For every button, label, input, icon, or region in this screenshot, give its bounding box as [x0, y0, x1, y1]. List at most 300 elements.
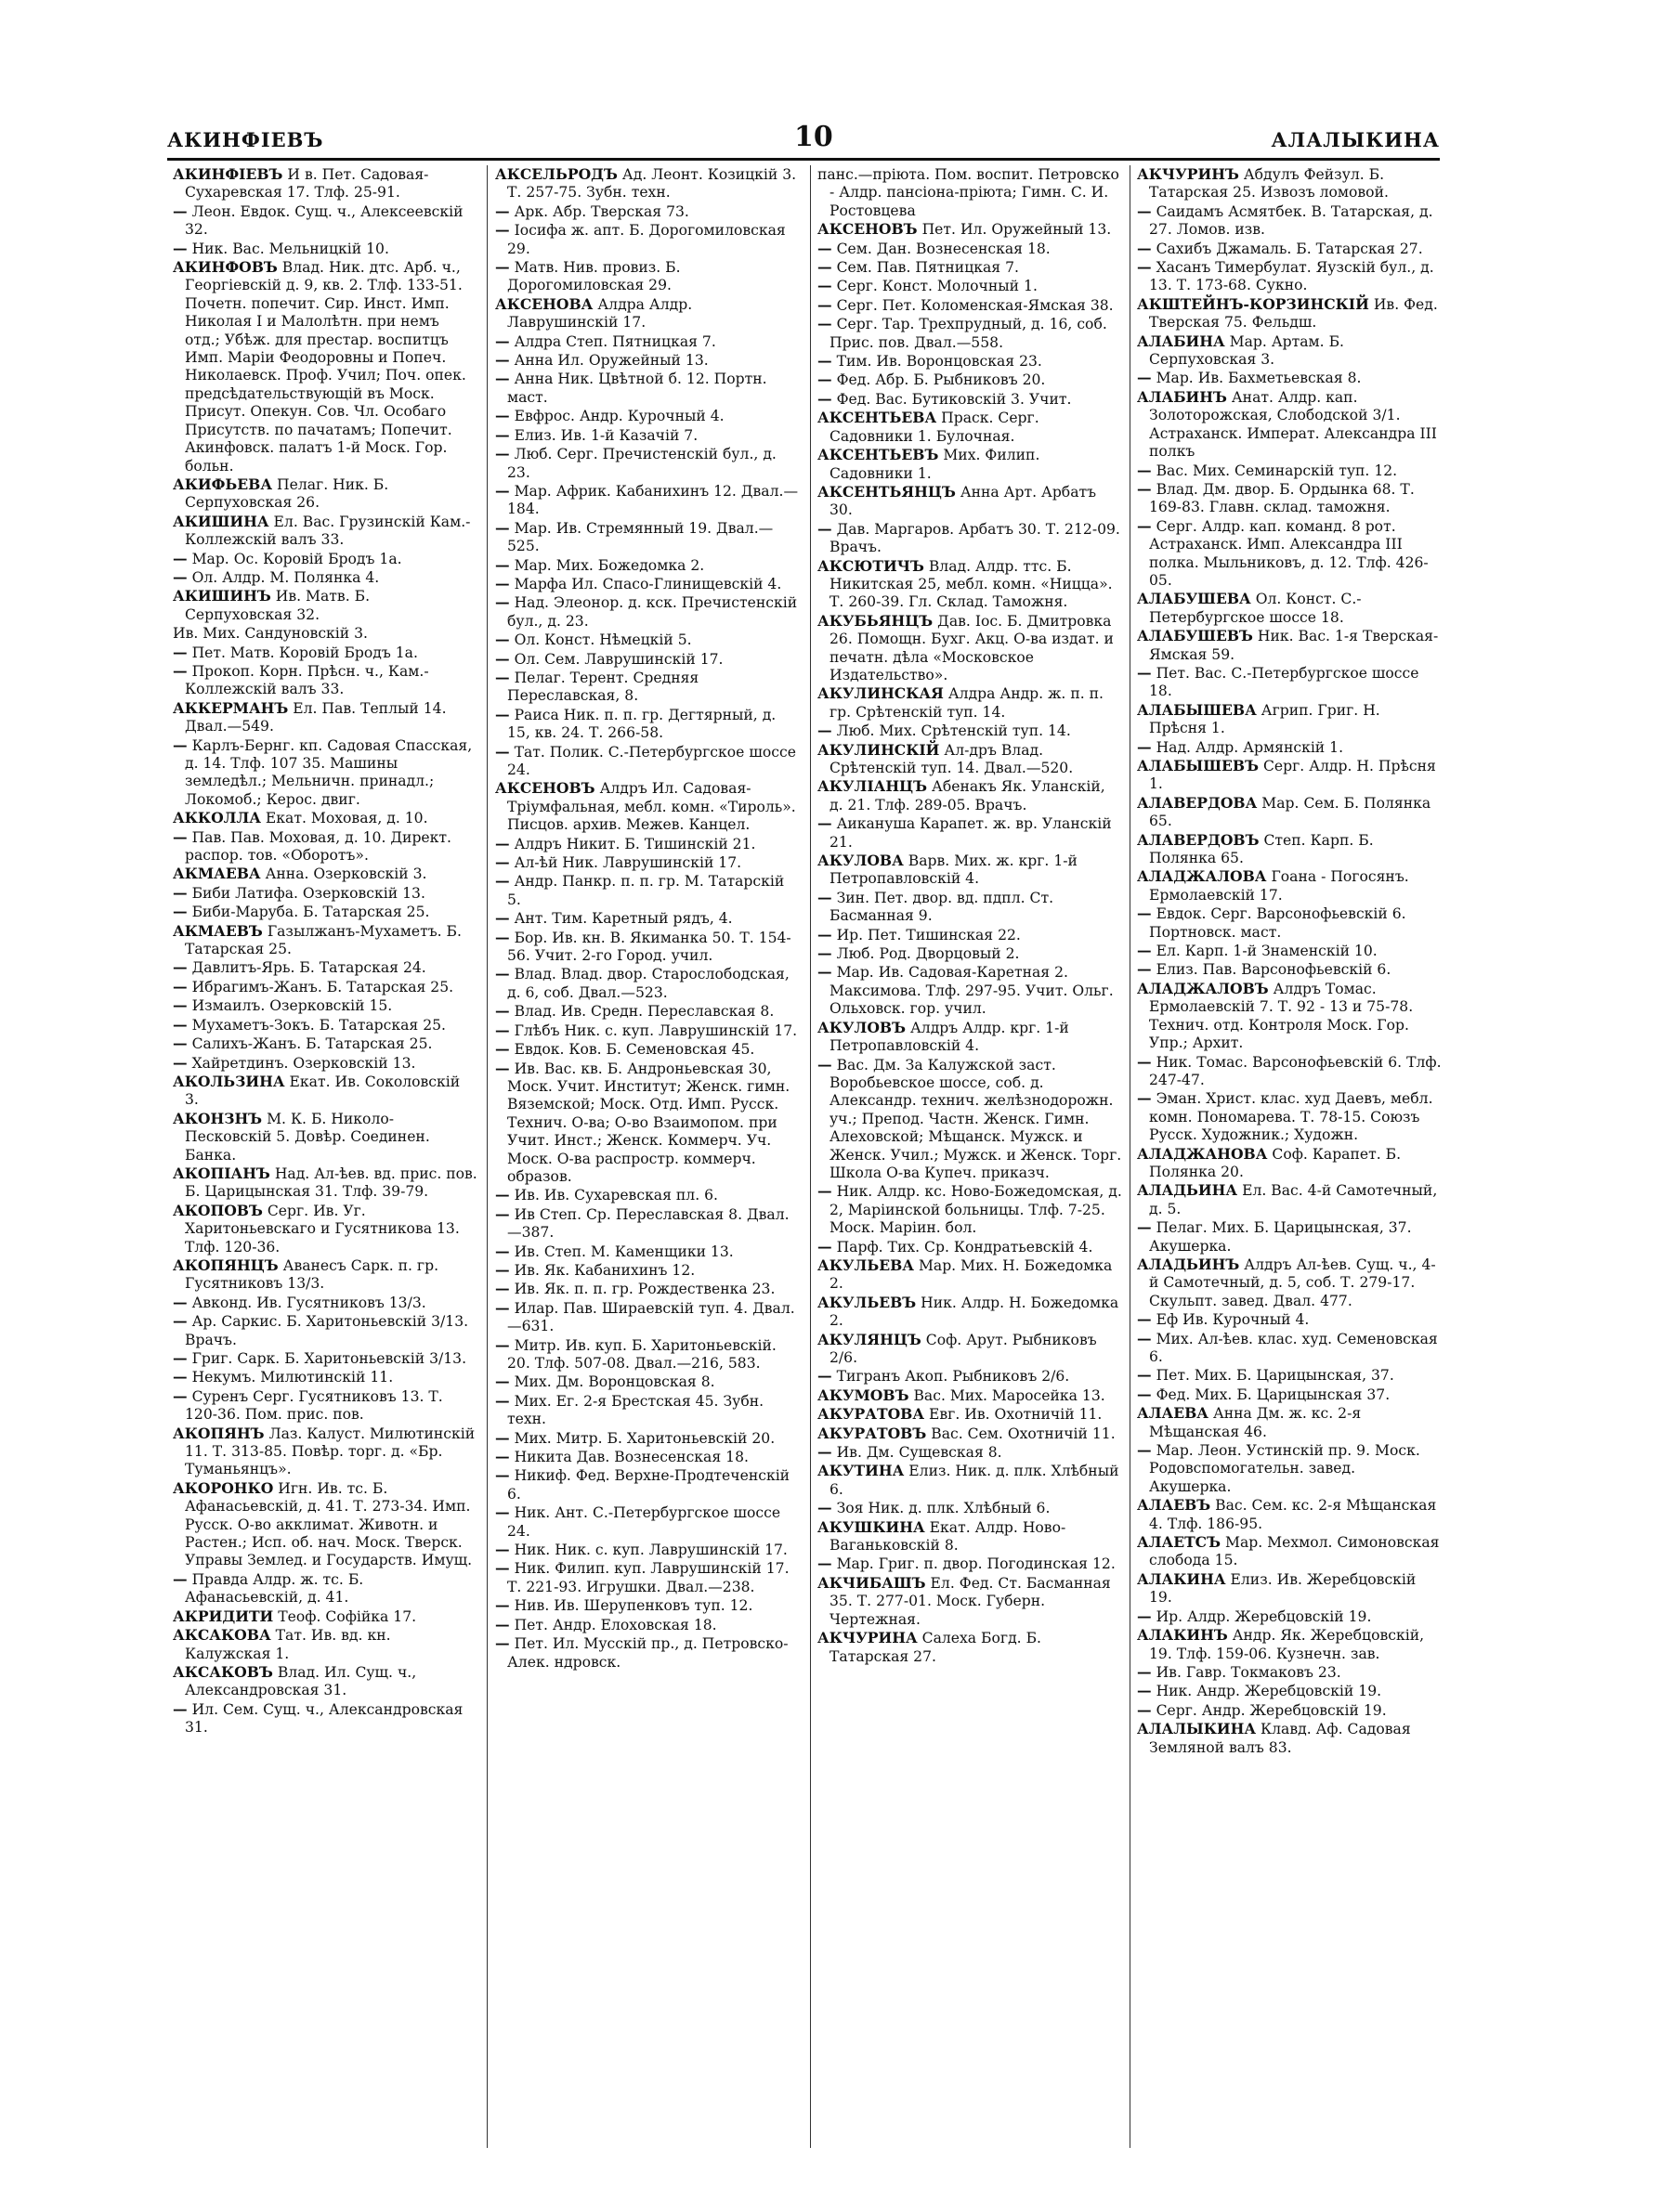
- entry-details: Ар. Саркис. Б. Харитоньевскій 3/13. Врачъ.: [185, 1313, 469, 1348]
- entry-surname: АКОПЯНЪ: [173, 1424, 265, 1442]
- entry-surname: —: [495, 1448, 510, 1466]
- entry-details: Мухаметъ-Зокъ. Б. Татарская 25.: [191, 1016, 447, 1034]
- entry-details: Измаилъ. Озерковскій 15.: [191, 997, 393, 1015]
- directory-entry: [817, 1182, 1123, 1237]
- entry-surname: —: [495, 1634, 510, 1653]
- directory-entry: [1137, 794, 1442, 831]
- directory-entry: [173, 1663, 477, 1700]
- entry-details: Мар. Ив. Стремянный 19. Двал.—525.: [507, 519, 774, 555]
- directory-entry: [495, 332, 803, 351]
- entry-surname: АККОЛЛА: [173, 809, 261, 827]
- entry-details: Саидамъ Асмятбек. В. Татарская, д. 27. Ломов. изв.: [1149, 202, 1433, 239]
- directory-entry: [817, 1238, 1123, 1256]
- directory-entry: [495, 1541, 803, 1559]
- directory-entry: [495, 1243, 803, 1261]
- entry-surname: АЛАЕВЪ: [1137, 1496, 1211, 1515]
- entry-surname: —: [173, 1053, 188, 1072]
- directory-entry: [1137, 904, 1442, 942]
- directory-entry: [1137, 757, 1442, 794]
- entry-surname: АКСЕЛЬРОДЪ: [495, 165, 618, 183]
- entry-details: И в. Пет. Садовая-Сухаревская 17. Тлф. 25-91.: [185, 166, 429, 202]
- directory-entry: [1137, 1663, 1442, 1682]
- entry-surname: —: [495, 1615, 510, 1633]
- entry-details: Арк. Абр. Тверская 73.: [514, 202, 689, 220]
- entry-details: Анна. Озерковскій 3.: [265, 865, 427, 883]
- directory-entry: [1137, 1626, 1442, 1663]
- directory-entry: [1137, 517, 1442, 591]
- entry-details: Никиф. Фед. Верхне-Продтеченскій 6.: [507, 1467, 790, 1503]
- directory-entry: [817, 741, 1123, 778]
- directory-entry: [173, 644, 477, 662]
- directory-entry: [495, 669, 803, 706]
- directory-entry: [495, 1392, 803, 1429]
- entry-details: панс.—пріюта. Пом. воспит. Петровско - Алдр. пансіона-пріюта; Гимн. С. И. Ростовцева: [817, 166, 1119, 219]
- entry-surname: —: [817, 258, 832, 277]
- directory-entry: [817, 1386, 1123, 1405]
- entry-details: Пет. Ил. Мусскій пр., д. Петровско-Алек. ндровск.: [507, 1635, 789, 1671]
- entry-details: Влад. Дм. двор. Б. Ордынка 68. Т. 169-83. Главн. склад. таможня.: [1149, 480, 1415, 516]
- entry-details: Серг. Ив. Уг. Харитоньевскаго и Гусятникова 13. Тлф. 120-36.: [185, 1202, 460, 1256]
- entry-surname: АЛАЕТСЪ: [1137, 1533, 1221, 1552]
- entry-surname: —: [1137, 461, 1152, 479]
- entry-surname: —: [495, 965, 510, 983]
- entry-details: Мар. Ив. Садовая-Каретная 2. Максимова. Тлф. 297-95. Учит. Ольг. Ольховск. гор. учил.: [830, 964, 1114, 1018]
- entry-details: Правда Алдр. ж. тс. Б. Афанасьевскій, д. 41.: [185, 1570, 364, 1607]
- entry-details: Пет. Матв. Коровій Бродъ 1а.: [191, 644, 418, 661]
- entry-surname: —: [1137, 737, 1152, 756]
- entry-details: Мар. Леон. Устинскій пр. 9. Моск. Родовспомогательн. завед. Акушерка.: [1149, 1442, 1420, 1495]
- directory-entry: [1137, 1053, 1442, 1090]
- entry-details: Іосифа ж. апт. Б. Дорогомиловская 29.: [507, 222, 786, 257]
- directory-entry: [817, 1555, 1123, 1573]
- entry-surname: АКСЕНТЬЕВЪ: [817, 446, 939, 464]
- entry-details: Ир. Алдр. Жеребцовскій 19.: [1156, 1607, 1372, 1625]
- entry-surname: АКСЕНТЬЕВА: [817, 409, 937, 427]
- directory-entry: [817, 814, 1123, 852]
- entry-details: Варв. Мих. ж. кpг. 1-й Петропавловскій 4.: [830, 852, 1078, 888]
- entry-surname: АКОЛЬЗИНА: [173, 1072, 285, 1090]
- entry-details: Праск. Серг. Садовники 1. Булочная.: [830, 410, 1039, 445]
- entry-surname: —: [495, 593, 510, 612]
- directory-entry: [495, 295, 803, 332]
- entry-surname: —: [173, 958, 188, 977]
- entry-details: Вас. Сем. кс. 2-я Мѣщанская 4. Тлф. 186-95.: [1149, 1497, 1437, 1532]
- entry-details: Салеха Богд. Б. Татарская 27.: [830, 1630, 1041, 1665]
- directory-entry: [1137, 738, 1442, 757]
- entry-surname: АКЧУРИНЪ: [1137, 165, 1239, 183]
- directory-entry: [495, 743, 803, 780]
- entry-surname: —: [817, 295, 832, 314]
- directory-entry: [173, 1626, 477, 1663]
- entry-surname: —: [817, 944, 832, 963]
- entry-details: Глѣбъ Ник. с. куп. Лаврушинскій 17.: [514, 1021, 798, 1039]
- directory-entry: [173, 1479, 477, 1570]
- directory-entry: [1137, 165, 1442, 202]
- entry-surname: —: [817, 315, 832, 333]
- entry-details: Ник. Вас. Мельницкій 10.: [191, 240, 389, 257]
- entry-details: Соф. Карапет. Б. Полянка 20.: [1149, 1145, 1402, 1180]
- entry-details: Раиса Ник. п. п. гр. Дегтярный, д. 15, кв. 24. Т. 266-58.: [507, 706, 777, 742]
- directory-entry: [495, 1280, 803, 1298]
- entry-details: Люб. Род. Дворцовый 2.: [836, 945, 1020, 963]
- directory-entry: [817, 1443, 1123, 1462]
- entry-surname: —: [495, 258, 510, 277]
- column-3: [817, 165, 1123, 2148]
- entry-surname: —: [495, 1559, 510, 1578]
- entry-surname: —: [495, 1204, 510, 1223]
- entry-surname: —: [495, 425, 510, 444]
- entry-details: Анна Дм. ж. кс. 2-я Мѣщанская 46.: [1149, 1405, 1362, 1440]
- entry-details: Салихъ-Жанъ. Б. Татарская 25.: [191, 1035, 433, 1053]
- directory-entry: [817, 483, 1123, 520]
- entry-surname: —: [1137, 369, 1152, 387]
- directory-entry: [1137, 1720, 1442, 1757]
- directory-entry: [1137, 1701, 1442, 1720]
- entry-surname: АЛАДЖАНОВА: [1137, 1144, 1268, 1163]
- entry-surname: АЛАВЕРДОВА: [1137, 793, 1258, 812]
- directory-entry: [173, 165, 477, 202]
- entry-surname: АКМАЕВА: [173, 865, 261, 883]
- directory-entry: [173, 1165, 477, 1202]
- entry-details: Абдулъ Фейзул. Б. Татарская 25. Извозъ ломовой.: [1149, 166, 1389, 202]
- directory-entry: [1137, 590, 1442, 627]
- directory-entry: [1137, 1218, 1442, 1256]
- directory-entry: [1137, 240, 1442, 258]
- entry-surname: —: [817, 722, 832, 740]
- directory-entry: [173, 1387, 477, 1425]
- directory-entry: [1137, 462, 1442, 480]
- entry-surname: —: [817, 1367, 832, 1386]
- entry-surname: —: [1137, 960, 1152, 979]
- directory-entry: [1137, 701, 1442, 738]
- entry-details: Андр. Панкр. п. п. гр. М. Татарскій 5.: [507, 873, 785, 908]
- entry-surname: АКСЕНОВЪ: [817, 220, 918, 239]
- entry-details: Елиз. Пав. Варсонофьевскій 6.: [1156, 961, 1391, 979]
- entry-details: Ник. Ант. С.-Петербургское шоссе 24.: [507, 1504, 781, 1540]
- entry-details: Хайретдинъ. Озерковскій 13.: [191, 1054, 416, 1072]
- directory-entry: [173, 568, 477, 587]
- directory-entry: [173, 884, 477, 903]
- directory-entry: [817, 352, 1123, 371]
- entry-surname: АЛАЛЫКИНА: [1137, 1720, 1257, 1738]
- entry-surname: —: [495, 1428, 510, 1447]
- entry-surname: АЛАДЖАЛОВА: [1137, 867, 1267, 886]
- directory-entry: [173, 978, 477, 996]
- entry-details: Над. Алдр. Армянскій 1.: [1156, 738, 1344, 756]
- directory-entry: [817, 1331, 1123, 1368]
- entry-details: Ол. Конст. С.-Петербургское шоссе 18.: [1149, 591, 1362, 626]
- directory-entry: [1137, 369, 1442, 387]
- directory-entry: [173, 1368, 477, 1386]
- directory-entry: [1137, 1089, 1442, 1144]
- entry-surname: АКУБЬЯНЦЪ: [817, 611, 934, 630]
- entry-details: Теоф. Софійка 17.: [278, 1607, 417, 1625]
- directory-entry: [173, 1054, 477, 1073]
- directory-entry: [495, 872, 803, 909]
- entry-surname: АКЧИБАШЪ: [817, 1573, 926, 1592]
- directory-entry: [1137, 1496, 1442, 1533]
- entry-details: Тигранъ Акоп. Рыбниковъ 2/6.: [836, 1368, 1070, 1386]
- entry-details: Евдок. Серг. Варсонофьевскій 6. Портновск. маст.: [1149, 905, 1406, 941]
- entry-surname: —: [495, 1021, 510, 1039]
- entry-surname: АЛАДЬИНА: [1137, 1181, 1238, 1200]
- entry-details: Биби-Марyба. Б. Татарская 25.: [191, 904, 430, 921]
- entry-details: Влад. Ил. Сущ. ч., Александровская 31.: [185, 1663, 417, 1699]
- directory-entry: [1137, 1145, 1442, 1182]
- entry-details: Мар. Мих. Н. Божедомка 2.: [830, 1256, 1113, 1293]
- entry-surname: АЛАДЬИНЪ: [1137, 1255, 1240, 1273]
- entry-surname: —: [495, 1391, 510, 1410]
- entry-details: Никита Дав. Вознесенская 18.: [514, 1449, 749, 1466]
- directory-entry: [495, 482, 803, 519]
- directory-entry: [1137, 664, 1442, 701]
- entry-details: Мар. Мих. Божедомка 2.: [514, 556, 705, 574]
- directory-entry: [495, 165, 803, 202]
- entry-surname: —: [173, 643, 188, 661]
- entry-details: Ал-ѣй Ник. Лаврушинскій 17.: [514, 854, 742, 872]
- entry-details: Ад. Леонт. Козицкій 3. Т. 257-75. Зубн. техн.: [507, 166, 797, 202]
- entry-surname: —: [1137, 1662, 1152, 1681]
- entry-details: Мих. Филип. Садовники 1.: [830, 447, 1040, 482]
- entry-surname: —: [495, 1260, 510, 1279]
- entry-details: Фед. Вас. Бутиковскій 3. Учит.: [836, 390, 1072, 408]
- entry-surname: —: [495, 555, 510, 574]
- directory-entry: [173, 624, 477, 643]
- directory-entry: [1137, 1607, 1442, 1626]
- directory-entry: [817, 446, 1123, 483]
- entry-surname: АКИНФІЕВЪ: [173, 165, 283, 183]
- entry-surname: —: [1137, 202, 1152, 220]
- entry-details: Вас. Сем. Охотничій 11.: [931, 1425, 1116, 1442]
- entry-surname: —: [173, 567, 188, 586]
- directory-entry: [817, 1256, 1123, 1294]
- directory-entry: [817, 520, 1123, 557]
- entry-details: Над. Элеонор. д. кск. Пречистенскій бул., д. 23.: [507, 594, 798, 630]
- directory-entry: [173, 1349, 477, 1368]
- entry-details: Ив. Ив. Сухаревская пл. 6.: [514, 1187, 718, 1204]
- entry-surname: АЛАБИНЪ: [1137, 387, 1227, 406]
- entry-surname: АККЕРМАНЪ: [173, 698, 289, 717]
- entry-surname: —: [495, 631, 510, 649]
- entry-surname: АЛАДЖАЛОВЪ: [1137, 979, 1269, 997]
- directory-entry: [173, 1312, 477, 1349]
- entry-surname: —: [495, 1373, 510, 1391]
- directory-entry: [817, 1425, 1123, 1443]
- entry-details: Ел. Вас. 4-й Самотечный, д. 5.: [1149, 1182, 1438, 1217]
- directory-entry: [817, 409, 1123, 446]
- directory-entry: [173, 699, 477, 736]
- entry-details: Авконд. Ив. Гусятниковъ 13/3.: [191, 1294, 426, 1311]
- entry-details: Влад. Влад. двор. Старослободская, д. 6, соб. Двал.—523.: [507, 966, 790, 1001]
- entry-details: Аванесъ Сарк. п. гр. Гусятниковъ 13/3.: [185, 1256, 439, 1293]
- directory-entry: [495, 1205, 803, 1243]
- entry-details: Ив. Фед. Тверская 75. Фельдш.: [1149, 295, 1438, 332]
- entry-surname: —: [1137, 1329, 1152, 1347]
- entry-surname: —: [495, 1059, 510, 1077]
- directory-entry: [495, 1596, 803, 1615]
- directory-entry: [495, 445, 803, 482]
- entry-details: Ник. Алдр. Н. Божедомка 2.: [830, 1294, 1119, 1330]
- entry-surname: —: [173, 1312, 188, 1331]
- entry-surname: АКСАКОВЪ: [173, 1662, 273, 1681]
- entry-surname: АКУЛЬЕВА: [817, 1256, 914, 1274]
- entry-surname: —: [173, 661, 188, 680]
- entry-details: Марфа Ил. Спасо-Глинищевскій 4.: [514, 575, 782, 592]
- entry-surname: АКУРАТОВА: [817, 1405, 925, 1424]
- entry-surname: —: [173, 1569, 188, 1588]
- directory-entry: [817, 557, 1123, 612]
- entry-surname: —: [495, 1335, 510, 1354]
- entry-details: Мар. Мехмол. Симоновская слобода 15.: [1149, 1534, 1440, 1569]
- directory-entry: [817, 258, 1123, 277]
- entry-details: Алдра Степ. Пятницкая 7.: [514, 332, 716, 350]
- entry-details: Еф Ив. Курочный 4.: [1156, 1311, 1310, 1329]
- entry-details: Ив. Степ. М. Каменщики 13.: [514, 1243, 734, 1260]
- entry-surname: —: [1137, 1441, 1152, 1460]
- entry-surname: АКУМОВЪ: [817, 1386, 909, 1404]
- directory-entry: [495, 1186, 803, 1204]
- entry-surname: —: [495, 370, 510, 388]
- entry-details: Игн. Ив. тс. Б. Афанасьевскій, д. 41. Т. 273-34. Имп. Русск. О-во акклимат. Животн. и Растен.; Исп. об. нач. Моск. Тверск. Управы Землед. и Государств. Имущ.: [185, 1479, 473, 1569]
- entry-surname: —: [817, 1055, 832, 1073]
- directory-entry: [817, 240, 1123, 258]
- entry-details: Ив. Мих. Сандуновскій 3.: [173, 625, 369, 643]
- directory-entry: [173, 475, 477, 513]
- entry-details: Мих. Ег. 2-я Брестская 45. Зубн. техн.: [507, 1392, 764, 1428]
- directory-entry: [173, 958, 477, 977]
- entry-details: Пет. Андр. Елоховская 18.: [514, 1616, 717, 1633]
- entry-surname: АКОПЯНЦЪ: [173, 1256, 279, 1274]
- directory-entry: [1137, 1256, 1442, 1310]
- entry-surname: АКОНЗНЪ: [173, 1109, 263, 1127]
- directory-entry: [817, 165, 1123, 220]
- header-last-entry: АЛАЛЫКИНА: [1271, 128, 1440, 151]
- directory-entry: [173, 809, 477, 827]
- directory-entry: [1137, 295, 1442, 332]
- entry-details: Над. Ал-ѣев. вд. прис. пов. Б. Царицынская 31. Тлф. 39-79.: [185, 1165, 477, 1201]
- directory-entry: [495, 631, 803, 649]
- directory-entry: [495, 1060, 803, 1187]
- directory-entry: [495, 593, 803, 631]
- directory-entry: [817, 220, 1123, 239]
- entry-surname: АЛАБУШЕВА: [1137, 590, 1251, 608]
- column-4: [1137, 165, 1442, 2148]
- entry-details: Ник. Томас. Варсонофьевскій 6. Тлф. 247-47.: [1149, 1053, 1442, 1088]
- directory-entry: [817, 1019, 1123, 1056]
- directory-entry: [495, 1336, 803, 1373]
- directory-entry: [495, 706, 803, 743]
- entry-details: Дав. Маргаров. Арбатъ 30. Т. 212-09. Врачъ.: [830, 520, 1120, 556]
- entry-details: Ир. Пет. Тишинская 22.: [836, 926, 1021, 943]
- entry-surname: АКУЛЬЕВЪ: [817, 1293, 917, 1311]
- entry-surname: —: [495, 1541, 510, 1559]
- entry-details: Мар. Ив. Бахметьевская 8.: [1156, 370, 1362, 387]
- entry-details: Гоана - Погосянъ. Ермолаевскій 17.: [1149, 868, 1409, 904]
- entry-surname: —: [817, 1499, 832, 1517]
- entry-details: Евг. Ив. Охотничій 11.: [929, 1406, 1103, 1424]
- entry-surname: —: [495, 1242, 510, 1260]
- entry-details: Алдръ Ил. Садовая-Тріумфальная, мебл. комн. «Тироль». Писцов. архив. Межев. Канцел.: [507, 780, 796, 834]
- entry-surname: —: [173, 1368, 188, 1386]
- directory-entry: [817, 944, 1123, 963]
- directory-entry: [817, 612, 1123, 685]
- entry-surname: АЛАКИНЪ: [1137, 1626, 1228, 1645]
- entry-details: Мих. Дм. Воронцовская 8.: [514, 1373, 715, 1391]
- page-number: 10: [794, 121, 833, 153]
- entry-details: Мих. Митр. Б. Харитоньевскій 20.: [514, 1429, 776, 1447]
- entry-details: Мар. Ос. Коровій Бродъ 1а.: [191, 550, 402, 567]
- directory-entry: [173, 996, 477, 1015]
- directory-entry: [173, 513, 477, 550]
- directory-entry: [1137, 867, 1442, 904]
- entry-surname: —: [173, 1699, 188, 1718]
- directory-entry: [495, 1448, 803, 1466]
- entry-surname: —: [817, 519, 832, 538]
- directory-entry: [173, 922, 477, 959]
- entry-surname: АЛАЕВА: [1137, 1404, 1208, 1423]
- entry-surname: —: [1137, 1052, 1152, 1071]
- entry-surname: —: [173, 202, 188, 220]
- entry-surname: АЛАБИНА: [1137, 332, 1225, 350]
- entry-details: Ник. Андр. Жеребцовскій 19.: [1156, 1683, 1382, 1700]
- entry-surname: —: [1137, 904, 1152, 923]
- entry-details: Алдра Алдр. Лаврушинскій 17.: [507, 295, 693, 332]
- directory-entry: [495, 929, 803, 966]
- entry-surname: АКУЛЯНЦЪ: [817, 1330, 921, 1348]
- entry-surname: —: [817, 925, 832, 943]
- entry-details: Матв. Нив. провиз. Б. Дорогомиловская 29.: [507, 259, 681, 294]
- entry-details: Пелаг. Ник. Б. Серпуховская 26.: [185, 475, 389, 512]
- entry-surname: —: [495, 1040, 510, 1059]
- entry-surname: АКЧУРИНА: [817, 1629, 918, 1647]
- directory-entry: [1137, 1441, 1442, 1496]
- directory-entry: [495, 1021, 803, 1040]
- entry-details: Алдра Андр. ж. п. п. гр. Срѣтенскій туп. 14.: [830, 685, 1104, 721]
- directory-entry: [817, 684, 1123, 722]
- entry-details: Пет. Вас. С.-Петербургское шоссе 18.: [1149, 664, 1419, 700]
- entry-surname: —: [495, 834, 510, 852]
- entry-details: Пет. Мих. Б. Царицынская, 37.: [1156, 1367, 1394, 1385]
- entry-surname: —: [173, 549, 188, 567]
- entry-details: Екат. Моховая, д. 10.: [265, 810, 428, 827]
- entry-details: Зин. Пет. двор. вд. пдпл. Ст. Басманная 9.: [830, 889, 1054, 925]
- directory-entry: [495, 1634, 803, 1672]
- entry-details: Елиз. Ник. д. плк. Хлѣбный 6.: [830, 1463, 1119, 1498]
- entry-details: Люб. Мих. Срѣтенскій туп. 14.: [836, 722, 1071, 740]
- directory-entry: [495, 965, 803, 1002]
- entry-surname: —: [495, 202, 510, 220]
- directory-entry: [1137, 960, 1442, 979]
- directory-entry: [495, 556, 803, 575]
- entry-surname: АКИНФОВЪ: [173, 258, 278, 277]
- directory-entry: [1137, 831, 1442, 868]
- entry-details: Вас. Мих. Семинарскій туп. 12.: [1156, 462, 1398, 479]
- entry-details: Влад. Алдр. ттс. Б. Никитская 25, мебл. комн. «Ницца». Т. 260-39. Гл. Склад. Таможня.: [830, 557, 1113, 611]
- entry-surname: —: [1137, 1607, 1152, 1625]
- directory-entry: [1137, 258, 1442, 295]
- entry-details: Люб. Серг. Пречистенскій бул., д. 23.: [507, 446, 777, 481]
- entry-surname: —: [495, 1280, 510, 1298]
- entry-details: Илар. Пав. Шиpаевскій туп. 4. Двал.—631.: [507, 1299, 795, 1335]
- directory-entry: [817, 852, 1123, 889]
- directory-entry: [495, 909, 803, 928]
- entry-details: М. К. Б. Николо-Песковскій 5. Довѣр. Соединен. Банка.: [185, 1110, 430, 1164]
- entry-details: Влад. Ив. Средн. Переславская 8.: [514, 1003, 775, 1021]
- entry-surname: АКСЮТИЧЪ: [817, 556, 924, 575]
- directory-entry: [817, 963, 1123, 1018]
- entry-details: Ив. Матв. Б. Серпуховская 32.: [185, 588, 371, 623]
- entry-details: Давлитъ-Ярь. Б. Татарская 24.: [191, 959, 426, 977]
